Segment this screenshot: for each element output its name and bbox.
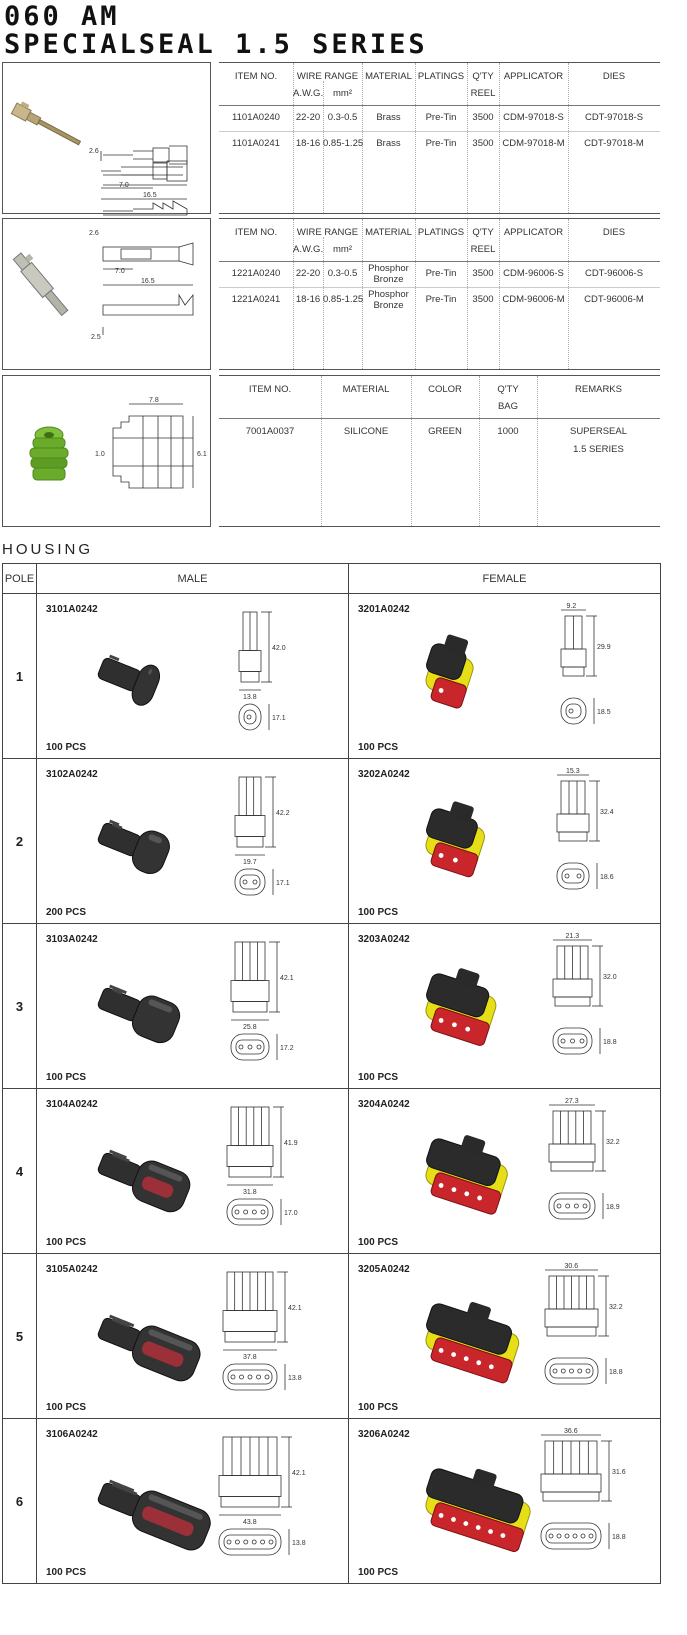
- male-part-number: 3103A0242: [46, 934, 98, 945]
- height-dimension: 42.1: [288, 1305, 302, 1312]
- row2-qty: 3500: [472, 294, 494, 305]
- housing-row: [3, 1089, 661, 1254]
- male-dimension-drawing: [213, 1427, 309, 1582]
- male-part-number: 3104A0242: [46, 1099, 98, 1110]
- seal-col-color: COLOR: [428, 384, 462, 395]
- male-pack-qty: 100 PCS: [46, 1567, 87, 1578]
- seal-col-bag: BAG: [497, 401, 519, 412]
- male-part-number: 3106A0242: [46, 1429, 98, 1440]
- seal-remarks-line1: SUPERSEAL: [569, 426, 628, 437]
- width-dimension: 19.7: [243, 859, 257, 866]
- pole-count: [3, 1419, 37, 1584]
- pole-count: [3, 1089, 37, 1254]
- width-dimension: 37.8: [243, 1354, 257, 1361]
- female-cell: [349, 1089, 661, 1254]
- col-platings: PLATINGS: [417, 71, 465, 82]
- female-pack-qty: 100 PCS: [358, 1567, 399, 1578]
- row2-material: Brass: [376, 138, 401, 149]
- width-dimension: 43.8: [243, 1519, 257, 1526]
- col-awg: A.W.G.: [293, 244, 324, 255]
- seal-color: GREEN: [428, 426, 462, 437]
- row1-material-line2: Bronze: [373, 274, 404, 285]
- female-cell: [349, 1254, 661, 1419]
- end-view-dimension: 18.9: [606, 1204, 620, 1211]
- male-pack-qty: 100 PCS: [46, 742, 87, 753]
- female-terminal-photo: [12, 249, 73, 317]
- row1-material: Brass: [376, 112, 401, 123]
- end-view-dimension: 17.0: [284, 1210, 298, 1217]
- col-applicator: APPLICATOR: [503, 71, 564, 82]
- female-pack-qty: 100 PCS: [358, 1072, 399, 1083]
- female-dimension-drawing: [539, 1260, 635, 1415]
- width-dimension: 30.6: [564, 1263, 579, 1270]
- pole-count: [3, 759, 37, 924]
- housing-row: [3, 1419, 661, 1584]
- col-qty: Q'TY: [472, 71, 494, 82]
- row1-qty: 3500: [472, 112, 494, 123]
- seal-photo: [30, 427, 68, 480]
- width-dimension: 36.6: [564, 1428, 578, 1435]
- housing-row: [3, 759, 661, 924]
- height-dimension: 31.6: [612, 1469, 626, 1476]
- female-connector-photo: [405, 789, 555, 914]
- male-part-number: 3105A0242: [46, 1264, 98, 1275]
- row1-material-line1: Phosphor: [368, 263, 409, 274]
- female-terminal-drawing: [3, 219, 210, 369]
- male-cell: [37, 1419, 349, 1584]
- female-cell: [349, 759, 661, 924]
- female-dimension-drawing: [555, 600, 651, 755]
- female-terminal-spec-table: [219, 218, 660, 370]
- row2-plating: Pre-Tin: [425, 138, 457, 149]
- female-pack-qty: 100 PCS: [358, 1237, 399, 1248]
- page-title-line2: SPECIALSEAL 1.5 SERIES: [4, 29, 428, 60]
- female-cell: [349, 594, 661, 759]
- female-dimension-drawing: [543, 1095, 639, 1250]
- male-dimension-drawing: [217, 1262, 313, 1417]
- row1-dies: CDT-96006-S: [584, 268, 644, 279]
- row1-plating: Pre-Tin: [425, 268, 457, 279]
- row2-applicator: CDM-97018-M: [502, 138, 565, 149]
- female-cell: [349, 1419, 661, 1584]
- seal-dim-a: 7.8: [149, 397, 159, 404]
- female-pack-qty: 100 PCS: [358, 1402, 399, 1413]
- end-view-dimension: 17.2: [280, 1045, 294, 1052]
- male-dimension-drawing: [225, 932, 321, 1087]
- male-connector-photo: [91, 1117, 241, 1242]
- col-platings: PLATINGS: [417, 227, 465, 238]
- female-terminal-figure: [2, 218, 211, 370]
- seal-col-remarks: REMARKS: [575, 384, 622, 395]
- male-pack-qty: 100 PCS: [46, 1402, 87, 1413]
- end-view-dimension: 18.8: [603, 1039, 617, 1046]
- seal-col-qty: Q'TY: [497, 384, 519, 395]
- col-wire-range: WIRE RANGE: [296, 71, 359, 82]
- male-terminal-dim-b: 7.0: [119, 182, 129, 189]
- seal-figure: [2, 375, 211, 527]
- male-connector-photo: [91, 952, 241, 1077]
- male-cell: [37, 1089, 349, 1254]
- male-cell: [37, 924, 349, 1089]
- male-terminal-figure: [2, 62, 211, 214]
- female-dimension-drawing: [547, 930, 643, 1085]
- row1-item: 1221A0240: [231, 268, 281, 279]
- female-terminal-dim-d: 2.5: [91, 334, 101, 341]
- seal-dim-c: 6.1: [197, 451, 207, 458]
- row2-item: 1101A0241: [232, 138, 280, 149]
- pole-value: 6: [15, 1493, 24, 1509]
- seal-col-item: ITEM NO.: [248, 384, 292, 395]
- male-pack-qty: 200 PCS: [46, 907, 87, 918]
- female-part-number: 3202A0242: [358, 769, 410, 780]
- female-part-number: 3205A0242: [358, 1264, 410, 1275]
- female-part-number: 3203A0242: [358, 934, 410, 945]
- seal-dim-b: 1.0: [95, 451, 105, 458]
- female-connector-photo: [405, 1284, 555, 1409]
- pole-count: [3, 1254, 37, 1419]
- row2-material-line2: Bronze: [373, 300, 404, 311]
- width-dimension: 25.8: [243, 1024, 257, 1031]
- width-dimension: 13.8: [243, 694, 257, 701]
- col-material: MATERIAL: [365, 71, 412, 82]
- housing-row: [3, 1254, 661, 1419]
- male-terminal-drawing: [3, 63, 210, 213]
- male-dimension-drawing: [233, 602, 329, 757]
- width-dimension: 27.3: [565, 1098, 579, 1105]
- col-reel: REEL: [470, 244, 496, 255]
- female-pack-qty: 100 PCS: [358, 742, 399, 753]
- end-view-dimension: 18.8: [609, 1369, 623, 1376]
- row2-mm: 0.85-1.25: [323, 138, 364, 149]
- header-female: FEMALE: [349, 564, 661, 594]
- col-awg: A.W.G.: [293, 88, 324, 99]
- width-dimension: 15.3: [566, 768, 580, 775]
- female-connector-photo: [405, 1119, 555, 1244]
- height-dimension: 32.2: [609, 1304, 623, 1311]
- seal-material: SILICONE: [343, 426, 389, 437]
- width-dimension: 9.2: [566, 603, 577, 610]
- row2-applicator: CDM-96006-M: [502, 294, 565, 305]
- pole-count: [3, 924, 37, 1089]
- col-mm2: mm²: [333, 244, 352, 255]
- male-dimension-drawing: [229, 767, 325, 922]
- col-item-no: ITEM NO.: [234, 227, 278, 238]
- end-view-dimension: 18.5: [597, 709, 611, 716]
- end-view-dimension: 17.1: [276, 880, 290, 887]
- row1-applicator: CDM-97018-S: [503, 112, 564, 123]
- male-dimension-drawing: [221, 1097, 317, 1252]
- male-terminal-dim-c: 16.5: [143, 192, 157, 199]
- seal-col-material: MATERIAL: [342, 384, 390, 395]
- seal-spec-table: [219, 375, 660, 527]
- width-dimension: 21.3: [565, 933, 580, 940]
- header-pole: POLE: [3, 564, 37, 594]
- pole-count: [3, 594, 37, 759]
- female-pack-qty: 100 PCS: [358, 907, 399, 918]
- housing-row: [3, 594, 661, 759]
- row2-dies: CDT-97018-M: [584, 138, 644, 149]
- female-dimension-drawing: [551, 765, 647, 920]
- height-dimension: 42.1: [292, 1470, 306, 1477]
- row2-mm: 0.85-1.25: [323, 294, 364, 305]
- male-cell: [37, 1254, 349, 1419]
- height-dimension: 41.9: [284, 1140, 298, 1147]
- seal-qty: 1000: [497, 426, 519, 437]
- housing-section-title: HOUSING: [2, 541, 94, 558]
- height-dimension: 32.4: [600, 809, 614, 816]
- male-terminal-photo: [11, 99, 84, 148]
- pole-value: 5: [15, 1328, 24, 1344]
- row1-awg: 22-20: [295, 268, 321, 279]
- female-part-number: 3201A0242: [358, 604, 410, 615]
- row2-qty: 3500: [472, 138, 494, 149]
- header-male: MALE: [37, 564, 349, 594]
- male-terminal-spec-table: [219, 62, 660, 214]
- female-terminal-dim-c: 16.5: [141, 278, 155, 285]
- row1-item: 1101A0240: [232, 112, 280, 123]
- female-connector-photo: [405, 954, 555, 1079]
- height-dimension: 42.2: [276, 810, 290, 817]
- male-cell: [37, 594, 349, 759]
- female-part-number: 3204A0242: [358, 1099, 410, 1110]
- end-view-dimension: 17.1: [272, 715, 286, 722]
- height-dimension: 42.0: [272, 645, 286, 652]
- housing-row: [3, 924, 661, 1089]
- row1-plating: Pre-Tin: [425, 112, 457, 123]
- col-material: MATERIAL: [365, 227, 412, 238]
- row2-awg: 18-16: [295, 138, 321, 149]
- pole-value: 2: [15, 833, 24, 849]
- end-view-dimension: 18.6: [600, 874, 614, 881]
- col-applicator: APPLICATOR: [503, 227, 564, 238]
- row2-material-line1: Phosphor: [368, 289, 409, 300]
- male-pack-qty: 100 PCS: [46, 1237, 87, 1248]
- male-pack-qty: 100 PCS: [46, 1072, 87, 1083]
- row1-dies: CDT-97018-S: [584, 112, 644, 123]
- row2-item: 1221A0241: [231, 294, 281, 305]
- col-item-no: ITEM NO.: [234, 71, 278, 82]
- row1-qty: 3500: [472, 268, 494, 279]
- male-connector-photo: [91, 787, 241, 912]
- col-qty: Q'TY: [472, 227, 494, 238]
- height-dimension: 32.2: [606, 1139, 620, 1146]
- row1-applicator: CDM-96006-S: [503, 268, 564, 279]
- page-title-line1: 060 AM: [4, 1, 120, 32]
- row2-plating: Pre-Tin: [425, 294, 457, 305]
- male-terminal-dim-a: 2.6: [89, 148, 99, 155]
- row2-dies: CDT-96006-M: [584, 294, 644, 305]
- end-view-dimension: 13.8: [288, 1375, 302, 1382]
- female-part-number: 3206A0242: [358, 1429, 410, 1440]
- row1-awg: 22-20: [295, 112, 321, 123]
- row1-mm: 0.3-0.5: [327, 268, 358, 279]
- female-terminal-dim-b: 7.0: [115, 268, 125, 275]
- height-dimension: 29.9: [597, 644, 611, 651]
- row2-awg: 18-16: [295, 294, 321, 305]
- pole-value: 3: [15, 998, 24, 1014]
- seal-remarks-line2: 1.5 SERIES: [573, 444, 624, 455]
- width-dimension: 31.8: [243, 1189, 257, 1196]
- pole-value: 1: [15, 668, 24, 684]
- male-cell: [37, 759, 349, 924]
- pole-value: 4: [15, 1163, 24, 1179]
- housing-table: [2, 563, 661, 1584]
- female-connector-photo: [405, 624, 555, 749]
- end-view-dimension: 13.8: [292, 1540, 306, 1547]
- female-connector-photo: [405, 1449, 555, 1574]
- male-connector-photo: [91, 622, 241, 747]
- female-terminal-dim-a: 2.6: [89, 230, 99, 237]
- male-part-number: 3102A0242: [46, 769, 98, 780]
- height-dimension: 32.0: [603, 974, 617, 981]
- row1-mm: 0.3-0.5: [327, 112, 358, 123]
- seal-item: 7001A0037: [245, 426, 295, 437]
- col-dies: DIES: [602, 71, 626, 82]
- col-mm2: mm²: [333, 88, 352, 99]
- col-reel: REEL: [470, 88, 496, 99]
- height-dimension: 42.1: [280, 975, 294, 982]
- female-dimension-drawing: [535, 1425, 631, 1580]
- seal-drawing: [3, 376, 210, 526]
- female-cell: [349, 924, 661, 1089]
- col-wire-range: WIRE RANGE: [296, 227, 359, 238]
- col-dies: DIES: [602, 227, 626, 238]
- housing-header-row: [3, 564, 661, 594]
- male-part-number: 3101A0242: [46, 604, 98, 615]
- end-view-dimension: 18.8: [612, 1534, 626, 1541]
